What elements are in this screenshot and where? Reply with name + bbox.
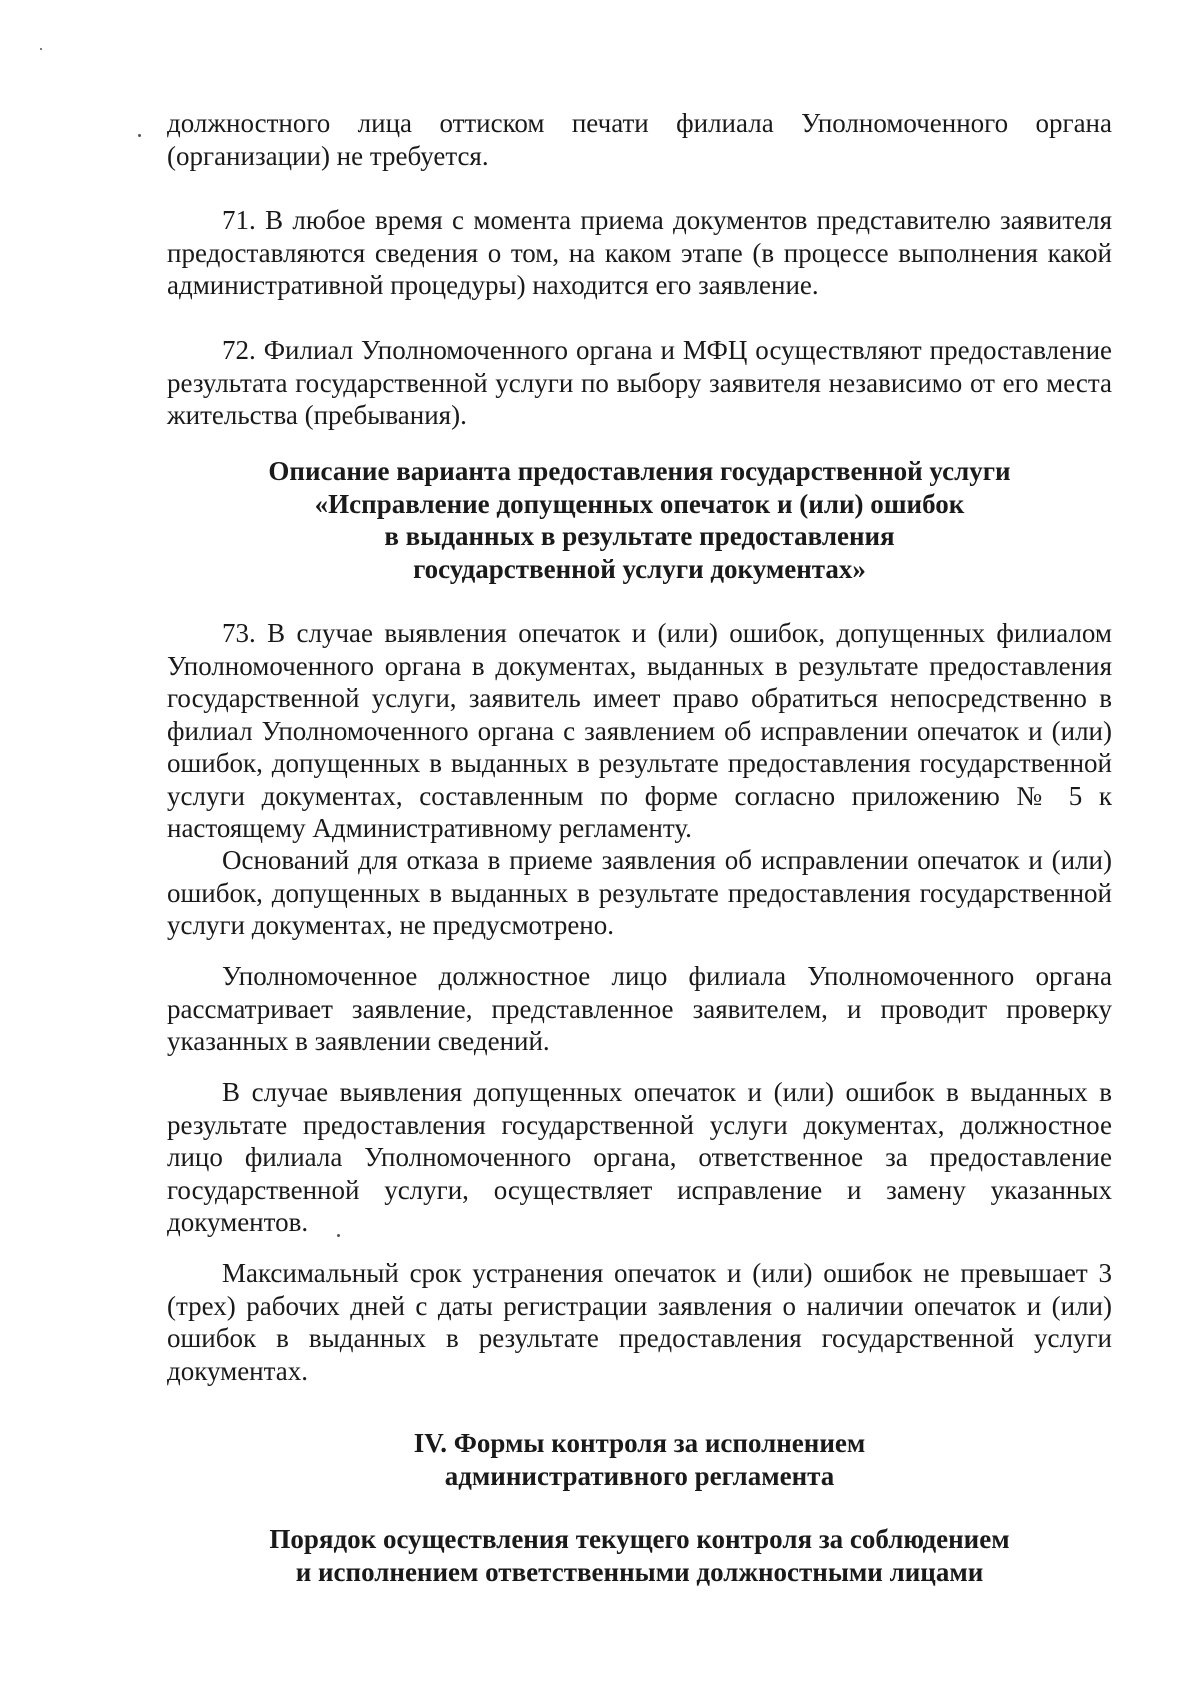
control-procedure-heading-line: и исполнением ответственными должностными лицами: [295, 1556, 984, 1587]
paragraph-continuation: должностного лица оттиском печати филиала Уполномоченного органа (организации) не требуется.: [167, 108, 1112, 171]
scan-speck: [40, 48, 42, 50]
paragraph-73: 73. В случае выявления опечаток и (или) ошибок, допущенных филиалом Уполномоченного органа в документах, выданных в результате предоставления государственной услуги, заявитель имеет право обратиться непосредственно в филиал Уполномоченного органа с заявлением об исправлении опечаток и (или) ошибок, допущенных в выданных в результате предоставления государственной услуги документах, составленным по форме согласно приложению № 5 к настоящему Административному регламенту.: [167, 618, 1112, 843]
variant-heading-line: Описание варианта предоставления государственной услуги: [268, 456, 1011, 486]
paragraph-correction: В случае выявления допущенных опечаток и (или) ошибок в выданных в результате предоставления государственной услуги документах, должностное лицо филиала Уполномоченного органа, ответственное за предоставление государственной услуги, осуществляет исправление и замену указанных документов.: [167, 1077, 1112, 1237]
paragraph-72: 72. Филиал Уполномоченного органа и МФЦ осуществляют предоставление результата государственной услуги по выбору заявителя независимо от его места жительства (пребывания).: [167, 335, 1112, 430]
variant-heading-line: в выданных в результате предоставления: [384, 521, 895, 551]
paragraph-deadline: Максимальный срок устранения опечаток и (или) ошибок не превышает 3 (трех) рабочих дней с даты регистрации заявления о наличии опечаток и (или) ошибок в выданных в результате предоставления государственной услуги документах.: [167, 1258, 1112, 1386]
paragraph-refusal: Оснований для отказа в приеме заявления об исправлении опечаток и (или) ошибок, допущенных в выданных в результате предоставления государственной услуги документах, не предусмотрено.: [167, 845, 1112, 940]
section-iv-heading-line: административного регламента: [444, 1460, 835, 1491]
variant-heading: [167, 455, 1112, 585]
scan-speck: [138, 134, 141, 137]
scan-speck: [337, 1234, 340, 1237]
variant-heading-line: государственной услуги документах»: [413, 553, 866, 584]
section-iv-heading: [167, 1427, 1112, 1492]
control-procedure-heading: [167, 1523, 1112, 1588]
paragraph-71: 71. В любое время с момента приема документов представителю заявителя предоставляются сведения о том, на каком этапе (в процессе выполнения какой административной процедуры) находится его заявление.: [167, 205, 1112, 300]
paragraph-review: Уполномоченное должностное лицо филиала Уполномоченного органа рассматривает заявление, представленное заявителем, и проводит проверку указанных в заявлении сведений.: [167, 961, 1112, 1056]
variant-heading-line: «Исправление допущенных опечаток и (или) ошибок: [314, 488, 965, 519]
section-iv-heading-line: IV. Формы контроля за исполнением: [413, 1428, 866, 1458]
control-procedure-heading-line: Порядок осуществления текущего контроля за соблюдением: [269, 1524, 1010, 1554]
